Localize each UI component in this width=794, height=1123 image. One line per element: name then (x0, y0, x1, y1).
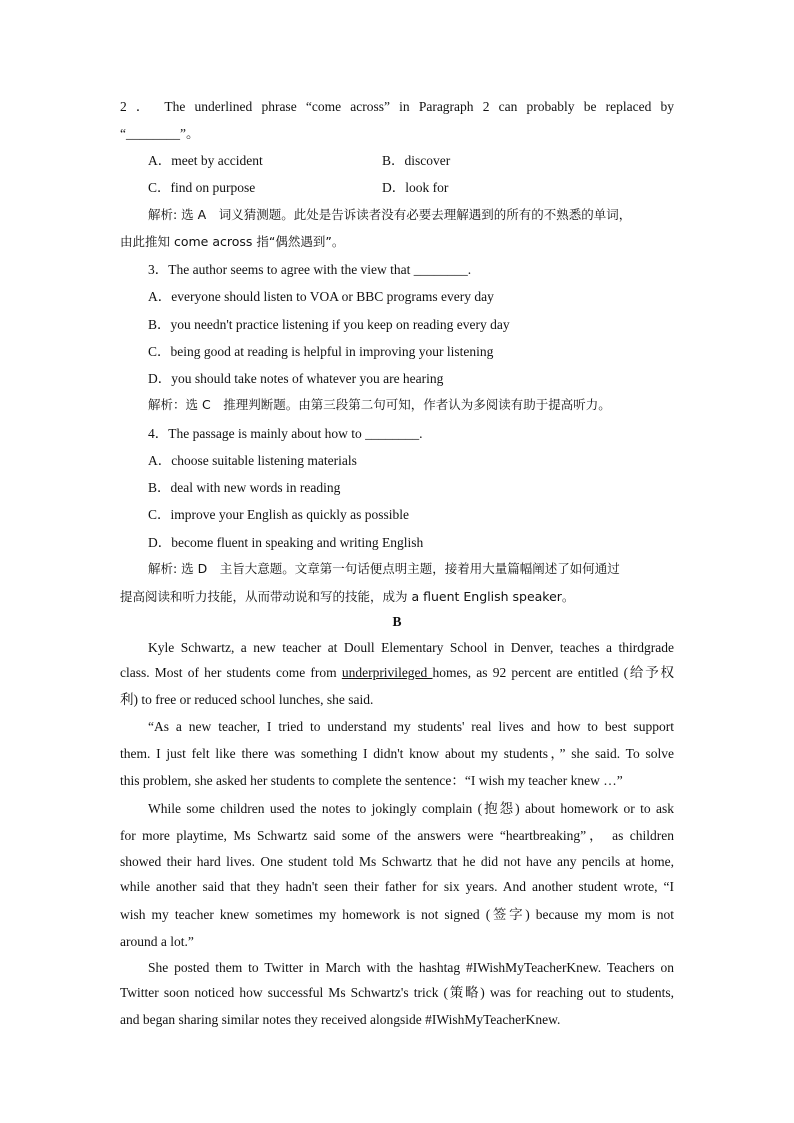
passage-p3-line3: showed their hard lives. One student told Ms Schwartz that he did not have any pencils at home, (120, 854, 674, 869)
q3-option-b: B．you needn't practice listening if you keep on reading every day (148, 317, 510, 332)
q3-analysis: 解析：选 C 推理判断题。由第三段第二句可知，作者认为多阅读有助于提高听力。 (148, 397, 611, 412)
passage-p1-line2 (120, 665, 674, 681)
q2-stem-line2: “________”。 (120, 126, 200, 141)
q2-analysis-line1: 解析: 选 A 词义猜测题。此处是告诉读者没有必要去理解遇到的所有的不熟悉的单词， (148, 207, 632, 222)
section-b-heading: B (392, 614, 402, 629)
q2-option-d: D．look for (382, 180, 449, 195)
q3-option-c: C．being good at reading is helpful in improving your listening (148, 344, 494, 359)
q2-analysis-line2: 由此推知 come across 指“偶然遇到”。 (120, 234, 345, 249)
passage-p4-line2: Twitter soon noticed how successful Ms Schwartz's trick (策略) was for reaching out to students, (120, 985, 674, 1000)
q2-option-row-1 (148, 153, 451, 169)
passage-p4-line1: She posted them to Twitter in March with the hashtag #IWishMyTeacherKnew. Teachers on (148, 960, 674, 975)
passage-p4-line3: and began sharing similar notes they received alongside #IWishMyTeacherKnew. (120, 1012, 561, 1027)
underlined-word: underprivileged (341, 665, 433, 680)
q4-option-d: D．become fluent in speaking and writing English (148, 535, 424, 550)
passage-p2-line3: this problem, she asked her students to complete the sentence：“I wish my teacher knew …” (120, 773, 623, 788)
passage-p3-line4: while another said that they hadn't seen their father for six years. And another student wrote, “I (120, 879, 674, 894)
q2-option-a: A．meet by accident (148, 153, 263, 168)
passage-p2-line1: “As a new teacher, I tried to understand my students' real lives and how to best support (148, 719, 674, 734)
q4-analysis-line2: 提高阅读和听力技能，从而带动说和写的技能，成为 a fluent English speaker。 (120, 589, 575, 604)
q3-option-a: A．everyone should listen to VOA or BBC programs every day (148, 289, 494, 304)
passage-p1-line2-b: homes, as 92 percent are entitled (给予权 (432, 665, 674, 680)
q4-option-c: C．improve your English as quickly as possible (148, 507, 409, 522)
q4-option-a: A．choose suitable listening materials (148, 453, 357, 468)
passage-p3-line2: for more playtime, Ms Schwartz said some of the answers were “heartbreaking”， as children (120, 828, 674, 843)
q4-stem: 4．The passage is mainly about how to ________. (148, 426, 423, 441)
passage-p1-line1: Kyle Schwartz, a new teacher at Doull Elementary School in Denver, teaches a thirdgrade (148, 640, 674, 655)
q2-option-b: B．discover (382, 153, 451, 168)
passage-p1-line3: 利) to free or reduced school lunches, she said. (120, 692, 374, 707)
passage-p3-line5: wish my teacher knew sometimes my homework is not signed (签字) because my mom is not (120, 907, 674, 922)
q4-analysis-line1: 解析: 选 D 主旨大意题。文章第一句话便点明主题，接着用大量篇幅阐述了如何通过 (148, 561, 620, 576)
q2-stem-line1: 2 ． The underlined phrase “come across” in Paragraph 2 can probably be replaced by (120, 99, 674, 114)
passage-p3-line6: around a lot.” (120, 934, 194, 949)
q2-option-row-2 (148, 180, 449, 196)
q3-option-d: D．you should take notes of whatever you are hearing (148, 371, 444, 386)
q2-option-c: C．find on purpose (148, 180, 256, 195)
passage-p1-line2-a: class. Most of her students come from (120, 665, 342, 680)
passage-p2-line2: them. I just felt like there was something I didn't know about my students，” she said. To solve (120, 746, 674, 761)
q4-option-b: B．deal with new words in reading (148, 480, 341, 495)
q3-stem: 3．The author seems to agree with the view that ________. (148, 262, 472, 277)
passage-p3-line1: While some children used the notes to jokingly complain (抱怨) about homework or to ask (148, 801, 674, 816)
